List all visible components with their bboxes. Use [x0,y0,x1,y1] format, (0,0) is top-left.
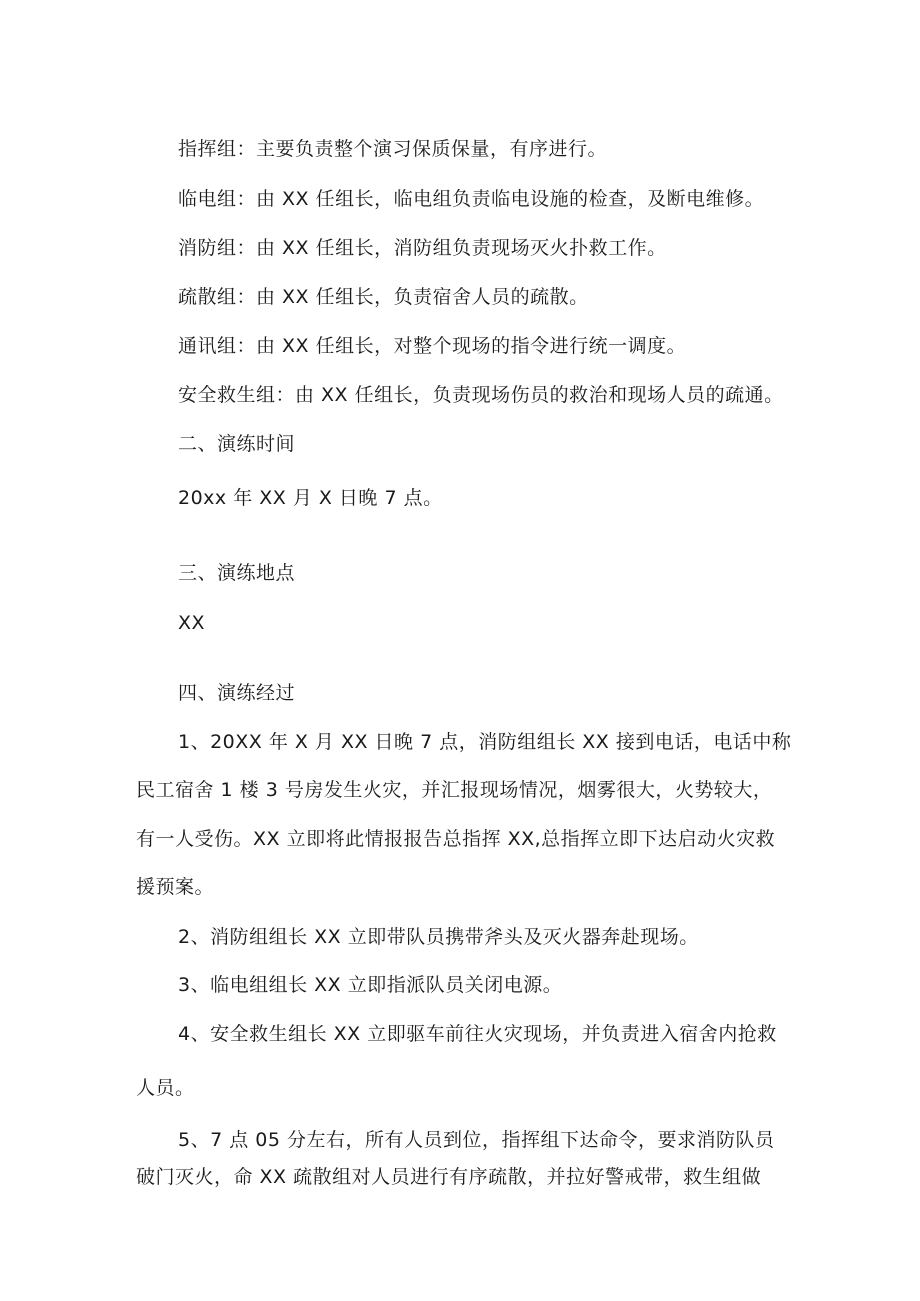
section-time-text: 20xx 年 XX 月 X 日晚 7 点。 [178,487,443,509]
section-place-heading: 三、演练地点 [178,562,296,584]
item-4-line-1: 4、安全救生组长 XX 立即驱车前往火灾现场，并负责进入宿舍内抢救 [178,1023,777,1045]
item-1-line-2: 民工宿舍 1 楼 3 号房发生火灾，并汇报现场情况，烟雾很大，火势较大， [136,779,773,801]
group-communication: 通讯组：由 XX 任组长，对整个现场的指令进行统一调度。 [178,335,687,357]
group-electric: 临电组：由 XX 任组长，临电组负责临电设施的检查，及断电维修。 [178,188,765,210]
item-1-line-1: 1、20XX 年 X 月 XX 日晚 7 点，消防组组长 XX 接到电话，电话中称 [178,731,792,753]
item-5-line-2: 破门灭火，命 XX 疏散组对人员进行有序疏散，并拉好警戒带，救生组做 [136,1166,762,1188]
item-3: 3、临电组组长 XX 立即指派队员关闭电源。 [178,974,563,996]
item-1-line-3: 有一人受伤。XX 立即将此情报报告总指挥 XX,总指挥立即下达启动火灾救 [136,828,776,850]
group-rescue: 安全救生组：由 XX 任组长，负责现场伤员的救治和现场人员的疏通。 [178,384,784,406]
item-2: 2、消防组组长 XX 立即带队员携带斧头及灭火器奔赴现场。 [178,926,699,948]
item-4-line-2: 人员。 [136,1077,195,1099]
section-place-text: XX [178,612,206,634]
group-evacuation: 疏散组：由 XX 任组长，负责宿舍人员的疏散。 [178,286,589,308]
item-1-line-4: 援预案。 [136,876,215,898]
group-command: 指挥组：主要负责整个演习保质保量，有序进行。 [178,138,608,160]
section-time-heading: 二、演练时间 [178,433,296,455]
group-fire: 消防组：由 XX 任组长，消防组负责现场灭火扑救工作。 [178,237,667,259]
item-5-line-1: 5、7 点 05 分左右，所有人员到位，指挥组下达命令，要求消防队员 [178,1129,775,1151]
section-process-heading: 四、演练经过 [178,682,296,704]
